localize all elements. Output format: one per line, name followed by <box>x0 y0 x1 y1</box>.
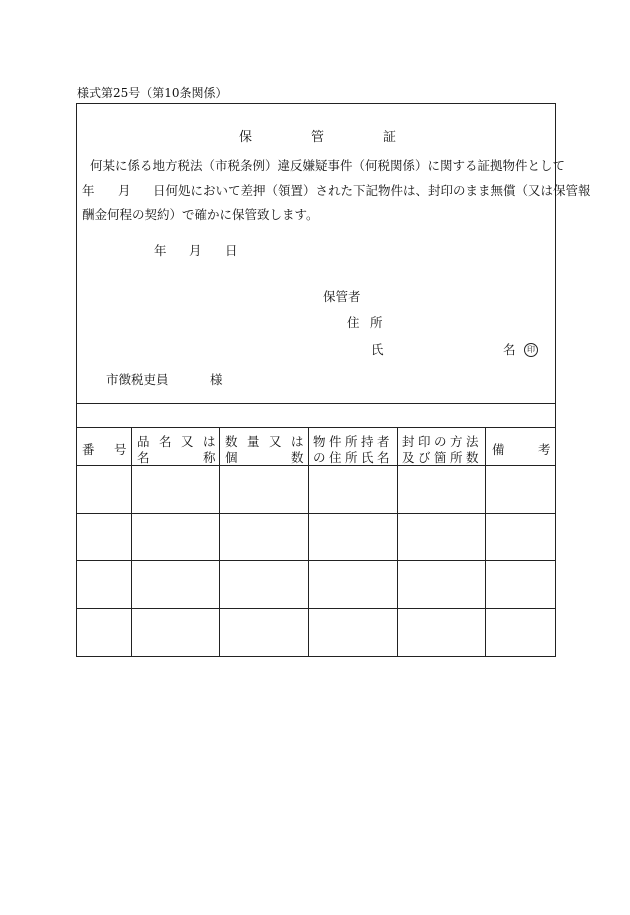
table-col-line-3 <box>308 427 309 657</box>
seal-icon: 印 <box>524 343 538 357</box>
keeper-label: 保管者 <box>323 289 361 304</box>
header-owner-l1-4: 持 <box>361 434 374 449</box>
header-number-char-2: 号 <box>114 442 127 457</box>
header-remarks-char-2: 考 <box>538 442 551 457</box>
header-owner-l1-2: 件 <box>329 434 342 449</box>
body-line-2-year: 年 <box>82 183 95 198</box>
title-char-1: 保 <box>239 130 253 145</box>
date-year: 年 <box>154 243 167 258</box>
keeper-address-char-1: 住 <box>347 315 360 330</box>
header-item-l2-1: 名 <box>137 450 150 465</box>
header-item-l1-1: 品 <box>137 434 150 449</box>
header-seal-l1-3: の <box>434 434 447 449</box>
date-day: 日 <box>225 243 238 258</box>
header-owner-l2-5: 名 <box>377 450 390 465</box>
header-seal-l1-4: 方 <box>450 434 463 449</box>
header-seal-l2-1: 及 <box>402 450 415 465</box>
table-col-line-2 <box>219 427 220 657</box>
addressee-honorific: 様 <box>210 372 223 387</box>
date-month: 月 <box>189 243 202 258</box>
header-owner-l2-1: の <box>313 450 326 465</box>
header-item-l1-3: 又 <box>181 434 194 449</box>
header-seal-l1-2: 印 <box>418 434 431 449</box>
title-char-2: 管 <box>311 130 325 145</box>
header-qty-l2-1: 個 <box>225 450 238 465</box>
body-line-2-rest: 日何処において差押（領置）された下記物件は、封印のまま無償（又は保管報 <box>153 183 591 198</box>
header-qty-l1-3: 又 <box>269 434 282 449</box>
table-top-line <box>76 427 556 428</box>
header-owner-l2-3: 所 <box>345 450 358 465</box>
keeper-name-char-1: 氏 <box>371 342 384 357</box>
header-qty-l1-1: 数 <box>225 434 238 449</box>
header-remarks-char-1: 備 <box>492 442 505 457</box>
header-qty-l1-2: 量 <box>247 434 260 449</box>
divider-top <box>76 403 556 404</box>
header-item-l2-2: 称 <box>203 450 216 465</box>
table-col-line-1 <box>131 427 132 657</box>
header-qty-l2-2: 数 <box>291 450 304 465</box>
header-seal-l1-1: 封 <box>402 434 415 449</box>
table-row-line-1 <box>76 513 556 514</box>
header-seal-l2-5: 数 <box>466 450 479 465</box>
header-qty-l1-4: は <box>291 434 304 449</box>
header-owner-l2-4: 氏 <box>361 450 374 465</box>
body-line-2-month: 月 <box>118 183 131 198</box>
header-seal-l2-2: び <box>418 450 431 465</box>
keeper-address-char-2: 所 <box>370 315 383 330</box>
table-col-line-4 <box>397 427 398 657</box>
title-char-3: 証 <box>383 130 397 145</box>
table-col-line-5 <box>485 427 486 657</box>
header-seal-l2-3: 箇 <box>434 450 447 465</box>
addressee-title: 市徴税吏員 <box>106 372 169 387</box>
body-line-1: 何某に係る地方税法（市税条例）違反嫌疑事件（何税関係）に関する証拠物件として <box>90 158 566 173</box>
keeper-name-char-2: 名 <box>503 342 516 357</box>
header-seal-l1-5: 法 <box>466 434 479 449</box>
table-row-line-2 <box>76 560 556 561</box>
header-owner-l1-5: 者 <box>377 434 390 449</box>
form-number-label: 様式第25号（第10条関係） <box>77 86 228 100</box>
header-owner-l1-3: 所 <box>345 434 358 449</box>
header-item-l1-4: は <box>203 434 216 449</box>
header-owner-l2-2: 住 <box>329 450 342 465</box>
header-owner-l1-1: 物 <box>313 434 326 449</box>
seal-mark <box>524 340 538 357</box>
header-number-char-1: 番 <box>82 442 95 457</box>
body-line-3: 酬金何程の契約）で確かに保管致します。 <box>82 207 319 222</box>
table-row-line-3 <box>76 608 556 609</box>
header-item-l1-2: 名 <box>159 434 172 449</box>
header-seal-l2-4: 所 <box>450 450 463 465</box>
